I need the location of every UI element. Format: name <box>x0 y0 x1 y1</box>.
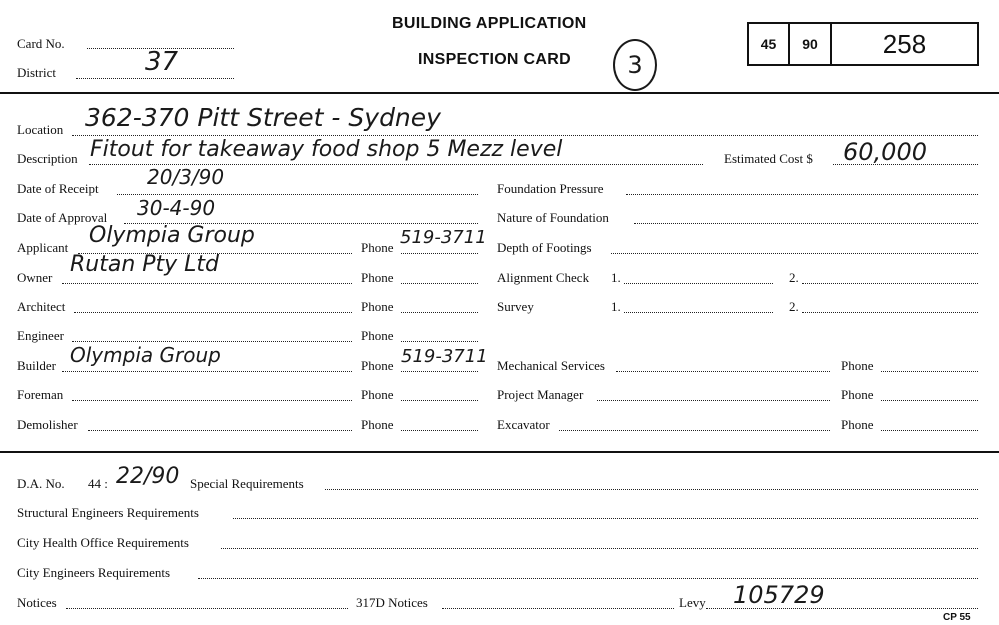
structural-label: Structural Engineers Requirements <box>17 505 199 520</box>
district-label: District <box>17 65 56 80</box>
city-engineers-label: City Engineers Requirements <box>17 565 171 580</box>
owner-phone-field <box>401 283 478 284</box>
project-manager-label: Project Manager <box>497 387 584 402</box>
foreman-phone-label: Phone <box>361 387 394 402</box>
notices-field <box>66 608 348 609</box>
alignment-check-field-2 <box>802 283 978 284</box>
demolisher-phone-field <box>401 430 478 431</box>
applicant-phone-value: 519-3711 <box>400 227 487 248</box>
circled-number-value: 3 <box>627 51 643 79</box>
da-label: D.A. No. <box>17 476 65 491</box>
card-no-label: Card No. <box>17 36 65 51</box>
survey-field-2 <box>802 312 978 313</box>
architect-field <box>74 312 352 313</box>
health-label: City Health Office Requirements <box>17 535 189 550</box>
applicant-phone-field <box>401 253 478 254</box>
excavator-label: Excavator <box>497 417 550 432</box>
code-3: 258 <box>882 28 927 59</box>
top-divider <box>0 92 999 94</box>
engineer-label: Engineer <box>17 328 64 343</box>
description-value: Fitout for takeaway food shop 5 Mezz level <box>90 137 563 162</box>
foreman-label: Foreman <box>17 387 64 402</box>
depth-footings-field <box>611 253 978 254</box>
engineer-phone-label: Phone <box>361 328 394 343</box>
excavator-field <box>559 430 830 431</box>
city-engineers-field <box>198 578 978 579</box>
builder-label: Builder <box>17 358 56 373</box>
alignment-check-num1: 1. <box>611 270 621 285</box>
code-2: 90 <box>802 36 818 52</box>
demolisher-phone-label: Phone <box>361 417 394 432</box>
applicant-phone-label: Phone <box>361 240 394 255</box>
da-value: 22/90 <box>116 464 180 489</box>
owner-label: Owner <box>17 270 53 285</box>
da-prefix: 44 : <box>88 476 108 491</box>
excavator-phone-label: Phone <box>841 417 874 432</box>
architect-phone-field <box>401 312 478 313</box>
code-1: 45 <box>760 36 777 52</box>
form-code: CP 55 <box>943 612 971 623</box>
foreman-field <box>72 400 352 401</box>
mechanical-phone-label: Phone <box>841 358 874 373</box>
applicant-value: Olympia Group <box>89 223 255 248</box>
date-receipt-value: 20/3/90 <box>147 165 225 189</box>
project-manager-phone-field <box>881 400 978 401</box>
alignment-check-num2: 2. <box>789 270 799 285</box>
notices-317d-label: 317D Notices <box>356 595 428 610</box>
project-manager-phone-label: Phone <box>841 387 874 402</box>
middle-divider <box>0 451 999 453</box>
code-cell-1 <box>749 24 790 64</box>
mechanical-field <box>616 371 830 372</box>
alignment-check-field-1 <box>624 283 773 284</box>
levy-value: 105729 <box>733 581 825 609</box>
survey-label: Survey <box>497 299 534 314</box>
applicant-label: Applicant <box>17 240 69 255</box>
nature-foundation-field <box>634 223 978 224</box>
special-requirements-label: Special Requirements <box>190 476 304 491</box>
builder-value: Olympia Group <box>70 343 221 367</box>
description-label: Description <box>17 151 78 166</box>
architect-phone-label: Phone <box>361 299 394 314</box>
district-field <box>76 78 234 79</box>
health-field <box>221 548 978 549</box>
builder-field <box>62 371 352 372</box>
code-cell-3 <box>832 24 977 64</box>
builder-phone-field <box>401 371 478 372</box>
survey-num1: 1. <box>611 299 621 314</box>
project-manager-field <box>597 400 830 401</box>
date-approval-value: 30-4-90 <box>137 196 216 220</box>
builder-phone-label: Phone <box>361 358 394 373</box>
card-title-line2: INSPECTION CARD <box>418 51 571 68</box>
notices-label: Notices <box>17 595 57 610</box>
location-value: 362-370 Pitt Street - Sydney <box>85 103 441 132</box>
mechanical-phone-field <box>881 371 978 372</box>
code-cell-2 <box>790 24 832 64</box>
structural-field <box>233 518 978 519</box>
demolisher-label: Demolisher <box>17 417 78 432</box>
circled-number <box>613 39 657 91</box>
alignment-check-label: Alignment Check <box>497 270 590 285</box>
estimated-cost-value: 60,000 <box>843 138 927 166</box>
survey-field-1 <box>624 312 773 313</box>
special-requirements-field <box>325 489 978 490</box>
depth-footings-label: Depth of Footings <box>497 240 592 255</box>
date-receipt-field <box>117 194 478 195</box>
district-value: 37 <box>145 47 179 77</box>
engineer-field <box>72 341 352 342</box>
code-box <box>747 22 979 66</box>
builder-phone-value: 519-3711 <box>401 346 488 367</box>
estimated-cost-label: Estimated Cost $ <box>724 151 813 166</box>
owner-phone-label: Phone <box>361 270 394 285</box>
foundation-pressure-label: Foundation Pressure <box>497 181 604 196</box>
architect-label: Architect <box>17 299 66 314</box>
mechanical-label: Mechanical Services <box>497 358 605 373</box>
survey-num2: 2. <box>789 299 799 314</box>
excavator-phone-field <box>881 430 978 431</box>
owner-value: Rutan Pty Ltd <box>70 252 220 277</box>
date-approval-label: Date of Approval <box>17 210 108 225</box>
location-label: Location <box>17 122 64 137</box>
engineer-phone-field <box>401 341 478 342</box>
location-field <box>72 135 978 136</box>
nature-foundation-label: Nature of Foundation <box>497 210 609 225</box>
foreman-phone-field <box>401 400 478 401</box>
owner-field <box>62 283 352 284</box>
date-receipt-label: Date of Receipt <box>17 181 99 196</box>
notices-317d-field <box>442 608 674 609</box>
foundation-pressure-field <box>626 194 978 195</box>
levy-label: Levy <box>679 595 706 610</box>
card-title-line1: BUILDING APPLICATION <box>392 15 587 32</box>
demolisher-field <box>88 430 352 431</box>
